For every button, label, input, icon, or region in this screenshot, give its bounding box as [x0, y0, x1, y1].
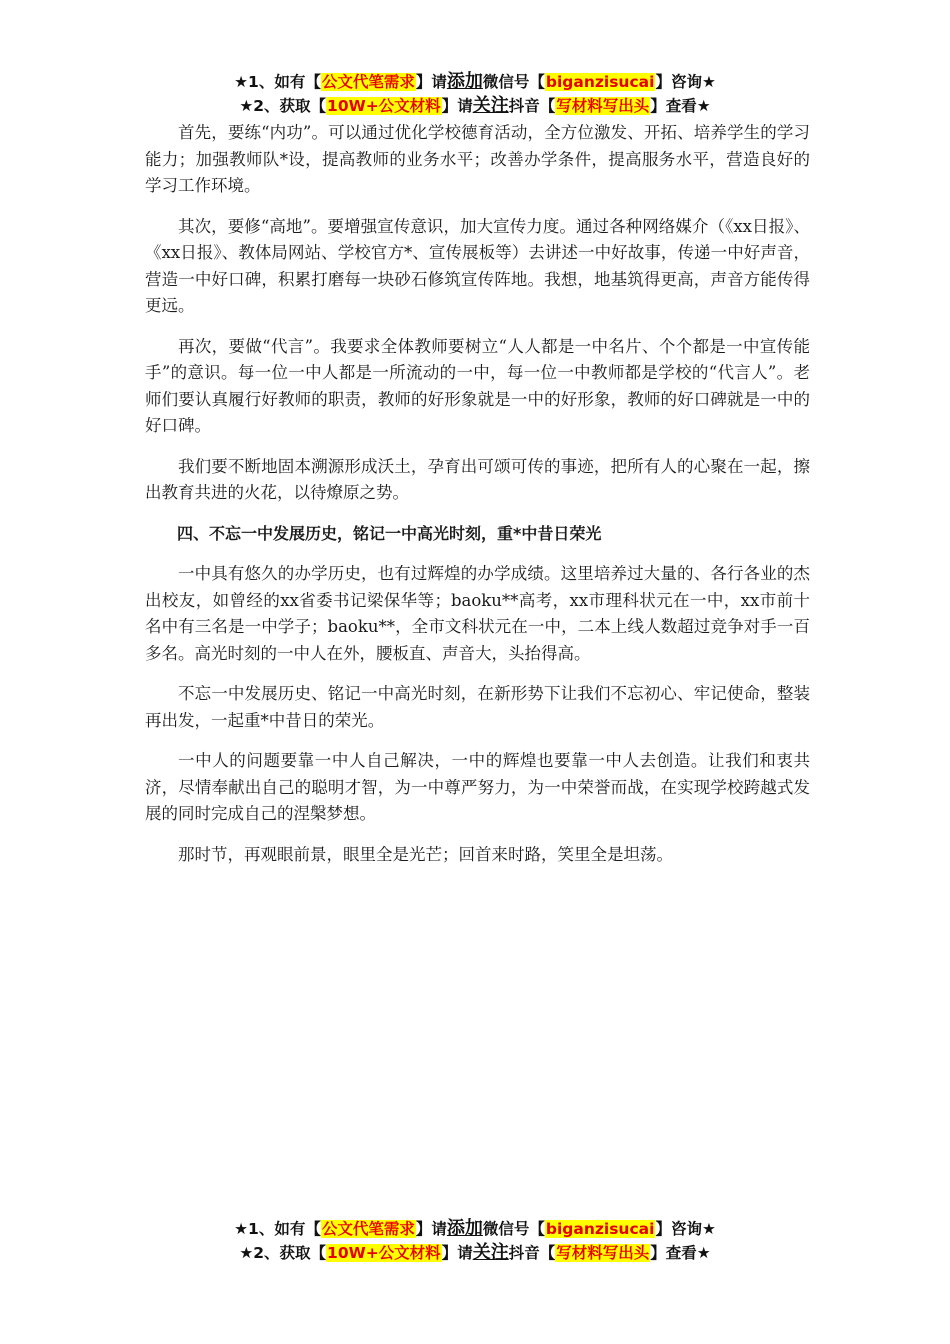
douyin-account: 写材料写出头 [556, 97, 650, 115]
document-body [145, 120, 810, 882]
footer-banner [0, 1217, 950, 1265]
highlight-text: 公文代笔需求 [321, 1220, 415, 1238]
paragraph: 其次，要修“高地”。要增强宣传意识，加大宣传力度。通过各种网络媒介（《xx日报》、《xx日报》、教体局网站、学校官方*、宣传展板等）去讲述一中好故事，传递一中好声音，营造一中好口碑，积累打磨每一块砂石修筑宣传阵地。我想，地基筑得更高，声音方能传得更远。 [145, 216, 810, 315]
paragraph: 那时节，再观眼前景，眼里全是光芒；回首来时路，笑里全是坦荡。 [178, 844, 673, 864]
banner-line-2: ★2、获取【10W+公文材料】请关注抖音【写材料写出头】查看★ [239, 95, 711, 116]
highlight-text: 10W+公文材料 [327, 1244, 441, 1262]
douyin-account: 写材料写出头 [556, 1244, 650, 1262]
paragraph: 再次，要做“代言”。我要求全体教师要树立“人人都是一中名片、个个都是一中宣传能手”的意识。每一位一中人都是一所流动的一中，每一位一中教师都是学校的“代言人”。老师们要认真履行好教师的职责，教师的好形象就是一中的好形象，教师的好口碑就是一中的好口碑。 [145, 336, 810, 435]
paragraph: 一中人的问题要靠一中人自己解决，一中的辉煌也要靠一中人去创造。让我们和衷共济，尽情奉献出自己的聪明才智，为一中尊严努力，为一中荣誉而战，在实现学校跨越式发展的同时完成自己的涅槃梦想。 [145, 751, 810, 823]
paragraph: 我们要不断地固本溯源形成沃土，孕育出可颂可传的事迹，把所有人的心聚在一起，擦出教育共进的火花，以待燎原之势。 [145, 456, 810, 502]
paragraph: 一中具有悠久的办学历史，也有过辉煌的办学成绩。这里培养过大量的、各行各业的杰出校友，如曾经的xx省委书记梁保华等；baoku**高考，xx市理科状元在一中，xx市前十名中有三名是一中学子；baoku**，全市文科状元在一中，二本上线人数超过竞争对手一百多名。高光时刻的一中人在外，腰板直、声音大，头抬得高。 [145, 564, 810, 663]
banner-line-2: ★2、获取【10W+公文材料】请关注抖音【写材料写出头】查看★ [239, 1242, 711, 1263]
paragraph: 不忘一中发展历史、铭记一中高光时刻，在新形势下让我们不忘初心、牢记使命，整装再出发，一起重*中昔日的荣光。 [145, 684, 810, 730]
paragraph: 首先，要练“内功”。可以通过优化学校德育活动，全方位激发、开拓、培养学生的学习能力；加强教师队*设，提高教师的业务水平；改善办学条件，提高服务水平，营造良好的学习工作环境。 [145, 123, 810, 195]
banner-line-1: ★1、如有【公文代笔需求】请添加微信号【biganzisucai】咨询★ [234, 1218, 716, 1239]
header-banner [0, 70, 950, 118]
banner-line-1: ★1、如有【公文代笔需求】请添加微信号【biganzisucai】咨询★ [234, 71, 716, 92]
highlight-text: 公文代笔需求 [321, 73, 415, 91]
wechat-id: biganzisucai [545, 73, 655, 91]
wechat-id: biganzisucai [545, 1220, 655, 1238]
highlight-text: 10W+公文材料 [327, 97, 441, 115]
section-heading: 四、不忘一中发展历史，铭记一中高光时刻，重*中昔日荣光 [177, 523, 602, 543]
